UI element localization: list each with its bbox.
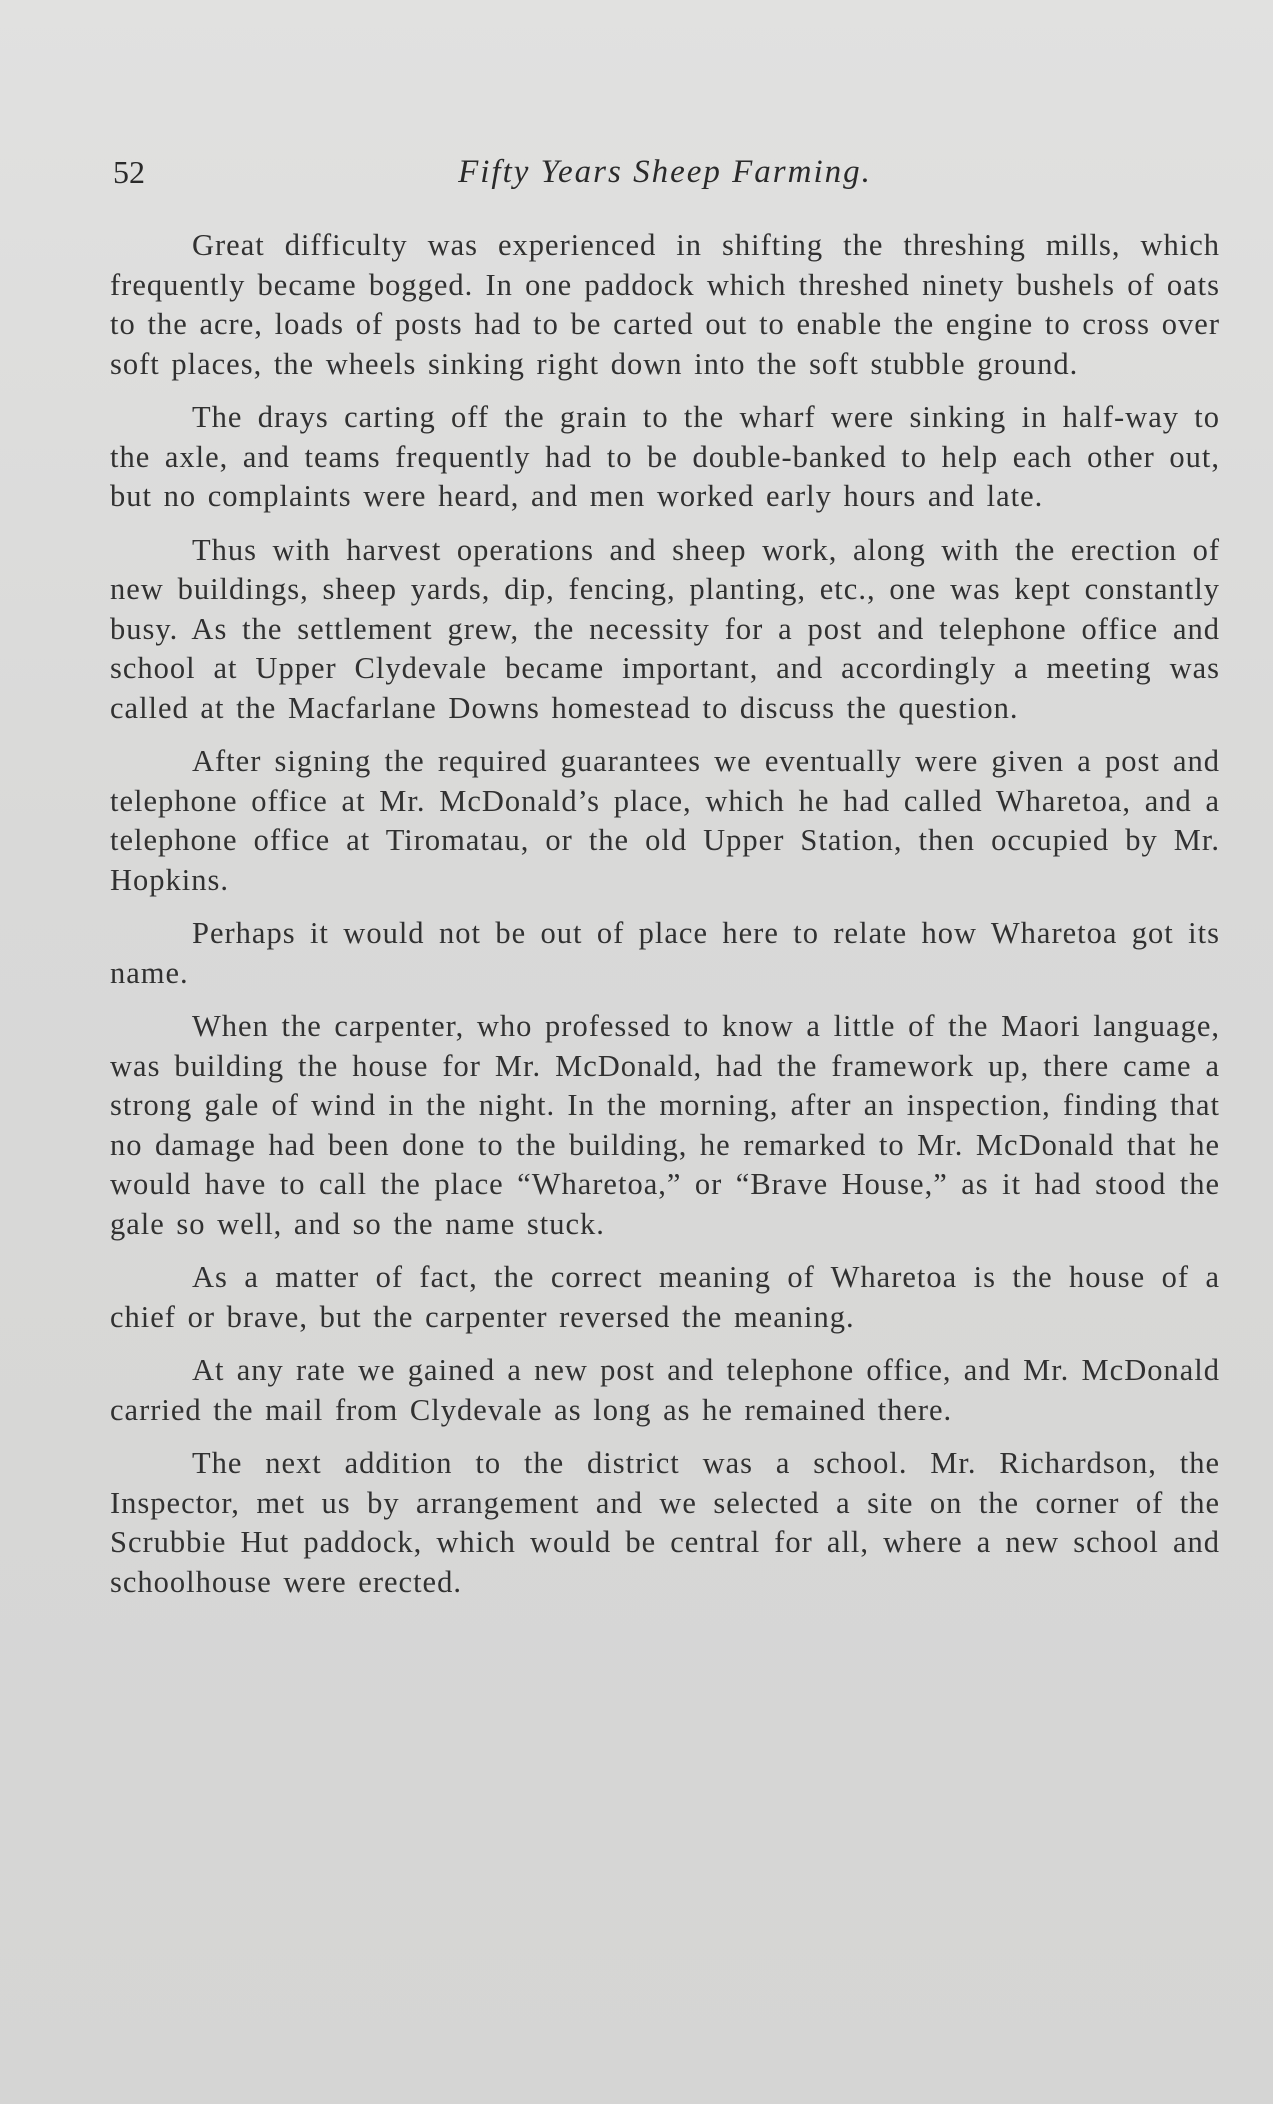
paragraph: Perhaps it would not be out of place here to relate how Wharetoa got its name. [110, 916, 1220, 990]
page-number: 52 [113, 154, 145, 190]
paragraph: After signing the required guarantees we eventually were given a post and telephone office at Mr. McDonald’s place, which he had called Wharetoa, and a telephone office at Tiromatau, or the old Upper Station, then occupied by Mr. Hopkins. [110, 744, 1220, 897]
running-title: Fifty Years Sheep Farming. [458, 154, 872, 190]
body-text [110, 226, 1220, 1602]
paragraph: Great difficulty was experienced in shifting the threshing mills, which frequently became bogged. In one paddock which threshed ninety bushels of oats to the acre, loads of posts had to be carted out to enable the engine to cross over soft places, the wheels sinking right down into the soft stubble ground. [110, 228, 1220, 381]
paragraph: The next addition to the district was a school. Mr. Richardson, the Inspector, met us by arrangement and we selected a site on the corner of the Scrubbie Hut paddock, which would be central for all, where a new school and schoolhouse were erected. [110, 1446, 1220, 1599]
paragraph: Thus with harvest operations and sheep work, along with the erection of new buildings, sheep yards, dip, fencing, planting, etc., one was kept constantly busy. As the settlement grew, the necessity for a post and telephone office and school at Upper Clydevale became important, and accordingly a meeting was called at the Macfarlane Downs homestead to discuss the question. [110, 532, 1220, 725]
paragraph: When the carpenter, who professed to know a little of the Maori language, was building the house for Mr. McDonald, had the framework up, there came a strong gale of wind in the night. In the morning, after an inspection, finding that no damage had been done to the building, he remarked to Mr. McDonald that he would have to call the place “Wharetoa,” or “Brave House,” as it had stood the gale so well, and so the name stuck. [110, 1009, 1220, 1241]
paragraph: The drays carting off the grain to the wharf were sinking in half-way to the axle, and teams frequently had to be double-banked to help each other out, but no complaints were heard, and men worked early hours and late. [110, 400, 1220, 513]
page-header [110, 150, 1220, 210]
book-page [110, 150, 1220, 1616]
paragraph: As a matter of fact, the correct meaning of Wharetoa is the house of a chief or brave, but the carpenter reversed the meaning. [110, 1260, 1220, 1334]
paragraph: At any rate we gained a new post and telephone office, and Mr. McDonald carried the mail from Clydevale as long as he remained there. [110, 1353, 1220, 1427]
